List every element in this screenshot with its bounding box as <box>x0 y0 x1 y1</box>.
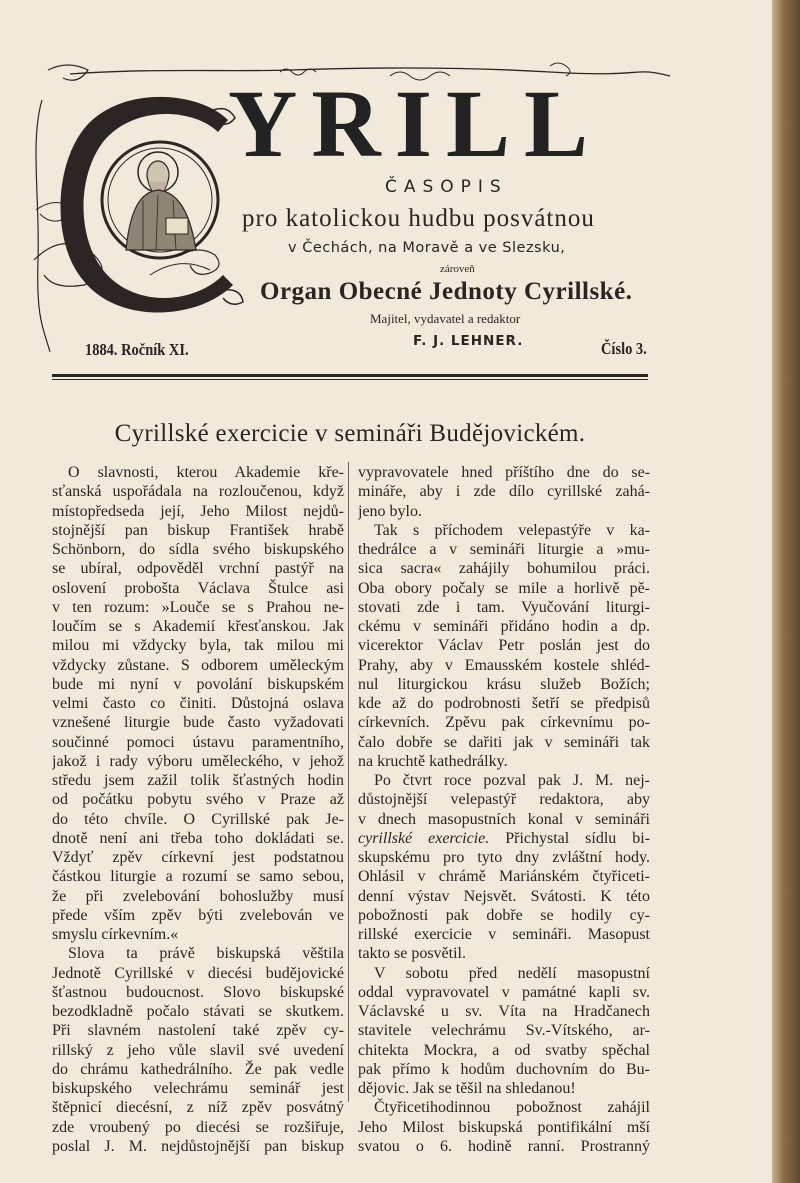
text-line: Václavské u sv. Víta na Hradčanech <box>358 1003 650 1020</box>
column-divider <box>348 462 349 1102</box>
text-line: středu jsem zažil tolik šťastných hodin <box>52 772 344 789</box>
masthead <box>30 60 680 380</box>
text-line: vypravovatele hned příštího dne do se- <box>358 464 650 481</box>
text-line: na kruchtě kathedrálky. <box>358 752 508 770</box>
text-line: Jeho Milost biskupská pontifikální mší <box>358 1118 650 1136</box>
text-line: Čtyřicetihodinnou pobožnost zahájil <box>374 1099 650 1117</box>
text-line: dějovic. Jak se těšil na shledanou! <box>358 1080 576 1097</box>
text-line: do chrámu kathedrálního. Že pak vedle <box>52 1060 344 1078</box>
text-line: O slavnosti, kterou Akademie kře- <box>68 464 344 481</box>
text-line: v ten rozum: »Louče se s Prahou ne- <box>52 598 344 616</box>
text-line: přede vším zpěv býti zvelebován ve <box>52 906 344 924</box>
text-line: vždycky zůstane. S odborem uměleckým <box>52 656 344 674</box>
text-line: rillský z jeho vůle slavil své uvedení <box>52 1041 344 1059</box>
text-line: bezodkladně počalo stávati se skutkem. <box>52 1003 344 1020</box>
text-line: Slova ta právě biskupská věštila <box>68 945 344 963</box>
text-line: Vždyť zpěv církevní jest podstatnou <box>52 849 344 866</box>
masthead-zaroven: zároveň <box>440 263 475 275</box>
year-volume: 1884. Ročník XI. <box>85 340 189 359</box>
text-line: sica sacra« zahájily bohumilou práci. <box>358 560 650 578</box>
masthead-publisher-label: Majitel, vydavatel a redaktor <box>370 311 521 326</box>
text-line: šťastnou budoucnost. Slovo biskupské <box>52 983 344 1001</box>
text-line: církevních. Zpěvu pak církevnímu po- <box>358 714 650 732</box>
text-line: svatou o 6. hodině ranní. Prostranný <box>358 1137 650 1155</box>
text-line: bude mi nyní v povolání biskupském <box>52 675 344 693</box>
text-line: skupskému pro tyto dny zvláštní hody. <box>358 849 650 866</box>
text-line: velmi často co činiti. Důstojná oslava <box>52 695 344 712</box>
text-line: stojnější pan biskup František hrabě <box>52 521 344 539</box>
text-line: Oba obory počaly se mile a horlivě pě- <box>358 579 650 597</box>
text-line: důstojnější velepastýř redaktora, aby <box>358 791 650 809</box>
header-rule-thin <box>52 379 648 380</box>
issue-number: Číslo 3. <box>601 339 647 358</box>
text-line: v dnech masopustních konal v semináři <box>358 810 650 828</box>
text-line: Tak s příchodem velepastýře v ka- <box>374 521 650 539</box>
text-line: Po čtvrt roce pozval pak J. M. nej- <box>374 772 650 789</box>
text-line: cyrillské exercicie. Přichystal sídlu bi- <box>358 829 650 847</box>
text-line: smyslu církevním.« <box>52 926 179 943</box>
text-line: Prahy, aby v Emausském kostele shléd- <box>358 656 650 674</box>
text-line: pobožnosti pak dobře se hodily cy- <box>358 906 650 924</box>
text-line: do této chvíle. O Cyrillské pak Je- <box>52 810 344 828</box>
text-line: sťanská uspořádala na rozloučenou, když <box>52 483 344 501</box>
text-line: ckému v semináři přidáno hodin a dp. <box>358 618 650 635</box>
text-line: Ohlásil v chrámě Mariánském čtyřiceti- <box>358 868 650 886</box>
text-line: Schönborn, do sídla svého biskupského <box>52 541 344 558</box>
text-line: štěpnicí diecésní, z níž zpěv posvátný <box>52 1099 344 1117</box>
text-line: V sobotu před nedělí masopustní <box>374 964 650 982</box>
text-line: čalo dobře se dařiti jak v semináři tak <box>358 733 650 751</box>
text-line: že při zvelebování bohoslužby musí <box>52 887 344 905</box>
masthead-title: YRILL <box>228 70 603 177</box>
text-line: loučím se s Akademií křesťanskou. Jak <box>52 618 344 635</box>
text-line: oddal vypravovatel v památné kapli sv. <box>358 983 650 1001</box>
text-line: kde až do podrobnosti šetří se předpisů <box>358 695 650 712</box>
text-line: místopředseda její, Jeho Milost nejdů- <box>52 502 344 520</box>
right-column <box>358 463 650 1156</box>
text-line: jeno bylo. <box>358 502 422 520</box>
text-line: jakož i rady výboru uměleckého, v jehož <box>52 752 344 770</box>
text-line: poslal J. M. nejdůstojnější pan biskup <box>52 1137 344 1155</box>
text-line: oslovení proboštа Václava Štulce asi <box>52 579 344 597</box>
editor-name: F. J. LEHNER. <box>413 333 524 349</box>
text-line: vicerektor Václav Petr poslán jest do <box>358 637 650 655</box>
binding-edge <box>772 0 800 1183</box>
text-line: Jednotě Cyrillské v diecési budějovické <box>52 964 344 982</box>
casopis-label: ČASOPIS <box>385 177 508 197</box>
text-line: pak přímo k hodům duchovním do Bu- <box>358 1060 650 1078</box>
text-line: nul liturgickou krásu služeb Božích; <box>358 675 650 693</box>
text-line: stovati zde i tam. Vyučování liturgi- <box>358 598 650 616</box>
masthead-subtitle: pro katolickou hudbu posvátnou <box>242 205 595 232</box>
text-line: mináře, aby i zde dílo cyrillské zahá- <box>358 483 650 501</box>
text-line: Při slavném nastolení také zpěv cy- <box>52 1022 344 1040</box>
header-rule-thick <box>52 374 648 377</box>
text-line: milou mi vždycky byla, tak milou mi <box>52 637 344 655</box>
text-line: částkou liturgie a rozumí se samo sebou, <box>52 868 344 886</box>
text-line: denní výstav Nejsvět. Svátosti. K této <box>358 887 650 905</box>
text-line: thedrálce a v semináři liturgie a »mu- <box>358 541 650 558</box>
text-line: od počátku pobytu svého v Praze až <box>52 791 344 809</box>
text-line: takto se posvětil. <box>358 945 466 963</box>
text-line: chitekta Mockra, a od svatby spěchal <box>358 1041 650 1059</box>
text-line: dnotě není ani třeba toho dokládati se. <box>52 829 344 847</box>
article-title: Cyrillské exercicie v semináři Budějovickém. <box>114 420 586 447</box>
text-line: biskupského velechrámu seminář jest <box>52 1080 344 1097</box>
masthead-organ: Organ Obecné Jednoty Cyrillské. <box>260 278 633 305</box>
left-column <box>52 463 344 1156</box>
text-line: se ubíral, odpověděl vrchní pastýř na <box>52 560 344 578</box>
text-line: zde vroubený po diecési se rozšiřuje, <box>52 1118 344 1136</box>
masthead-regions: v Čechách, na Moravě a ve Slezsku, <box>288 240 566 256</box>
text-line: rillské exercicie v semináři. Masopust <box>358 926 650 943</box>
text-line: vznešené liturgie bude často vyžadovati <box>52 714 344 732</box>
text-line: stavitele velechrámu Sv.-Vítského, ar- <box>358 1022 650 1040</box>
text-line: součinné pomoci ústavu paramentního, <box>52 733 344 751</box>
